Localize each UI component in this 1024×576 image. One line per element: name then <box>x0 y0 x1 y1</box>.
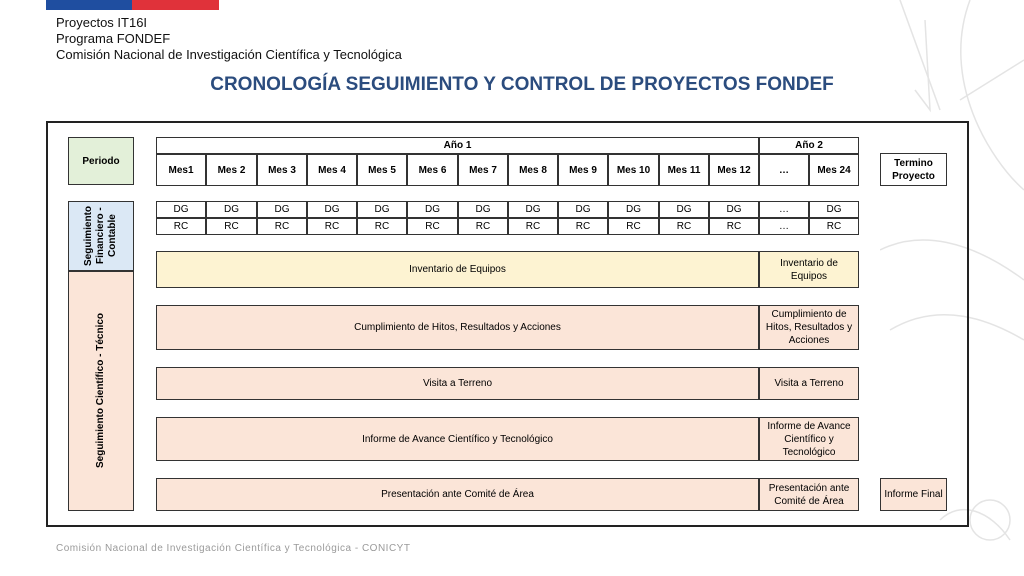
activity-hitos: Cumplimiento de Hitos, Resultados y Acciones <box>156 305 759 350</box>
month-cell: Mes 2 <box>206 154 257 186</box>
rc-cell: RC <box>709 218 759 235</box>
month-cell: Mes 10 <box>608 154 659 186</box>
dg-cell: DG <box>156 201 206 218</box>
activity-inventario-year2: Inventario de Equipos <box>759 251 859 288</box>
rc-cell: RC <box>257 218 307 235</box>
rc-cell: RC <box>458 218 508 235</box>
rc-cell: RC <box>156 218 206 235</box>
flag-red-stripe <box>132 0 219 10</box>
dg-cell: DG <box>257 201 307 218</box>
rc-cell: RC <box>206 218 257 235</box>
tecnico-label: Seguimiento Científico - Técnico <box>95 313 106 469</box>
rc-cell: … <box>759 218 809 235</box>
month-cell: Mes 3 <box>257 154 307 186</box>
financiero-label-box <box>68 201 134 271</box>
dg-cell: DG <box>608 201 659 218</box>
termino-proyecto: Termino Proyecto <box>880 153 947 186</box>
year-2-header: Año 2 <box>759 137 859 154</box>
dg-cell: DG <box>659 201 709 218</box>
rc-cell: RC <box>357 218 407 235</box>
month-cell: … <box>759 154 809 186</box>
dg-cell: DG <box>508 201 558 218</box>
dg-cell: DG <box>558 201 608 218</box>
activity-presentacion-year2: Presentación ante Comité de Área <box>759 478 859 511</box>
month-cell: Mes 4 <box>307 154 357 186</box>
rc-cell: RC <box>307 218 357 235</box>
activity-hitos-year2: Cumplimiento de Hitos, Resultados y Acciones <box>759 305 859 350</box>
month-cell: Mes 12 <box>709 154 759 186</box>
dg-cell: DG <box>809 201 859 218</box>
month-cell: Mes 11 <box>659 154 709 186</box>
dg-cell: DG <box>307 201 357 218</box>
month-cell: Mes 6 <box>407 154 458 186</box>
tecnico-label-box <box>68 271 134 511</box>
dg-cell: DG <box>458 201 508 218</box>
dg-cell: DG <box>206 201 257 218</box>
activity-presentacion: Presentación ante Comité de Área <box>156 478 759 511</box>
month-cell: Mes 24 <box>809 154 859 186</box>
activity-inventario: Inventario de Equipos <box>156 251 759 288</box>
rc-cell: RC <box>508 218 558 235</box>
rc-cell: RC <box>608 218 659 235</box>
footer-text: Comisión Nacional de Investigación Científica y Tecnológica - CONICYT <box>56 543 411 554</box>
page-title: CRONOLOGÍA SEGUIMIENTO Y CONTROL DE PROYECTOS FONDEF <box>210 74 834 95</box>
dg-cell: DG <box>407 201 458 218</box>
month-cell: Mes1 <box>156 154 206 186</box>
header-line-2: Programa FONDEF <box>56 31 171 46</box>
activity-informe-avance-year2: Informe de Avance Científico y Tecnológico <box>759 417 859 461</box>
flag-stripe <box>46 0 219 10</box>
rc-cell: RC <box>659 218 709 235</box>
flag-blue-stripe <box>46 0 132 10</box>
month-cell: Mes 9 <box>558 154 608 186</box>
year-1-header: Año 1 <box>156 137 759 154</box>
header-line-3: Comisión Nacional de Investigación Científica y Tecnológica <box>56 47 402 62</box>
dg-cell: DG <box>709 201 759 218</box>
dg-cell: DG <box>357 201 407 218</box>
activity-visita: Visita a Terreno <box>156 367 759 400</box>
month-cell: Mes 5 <box>357 154 407 186</box>
header-line-1: Proyectos IT16I <box>56 15 148 30</box>
month-cell: Mes 7 <box>458 154 508 186</box>
activity-informe-avance: Informe de Avance Científico y Tecnológico <box>156 417 759 461</box>
financiero-label: Seguimiento Financiero - Contable <box>83 206 118 267</box>
rc-cell: RC <box>558 218 608 235</box>
periodo-label: Periodo <box>68 137 134 185</box>
informe-final: Informe Final <box>880 478 947 511</box>
dg-cell: … <box>759 201 809 218</box>
activity-visita-year2: Visita a Terreno <box>759 367 859 400</box>
rc-cell: RC <box>407 218 458 235</box>
month-cell: Mes 8 <box>508 154 558 186</box>
rc-cell: RC <box>809 218 859 235</box>
